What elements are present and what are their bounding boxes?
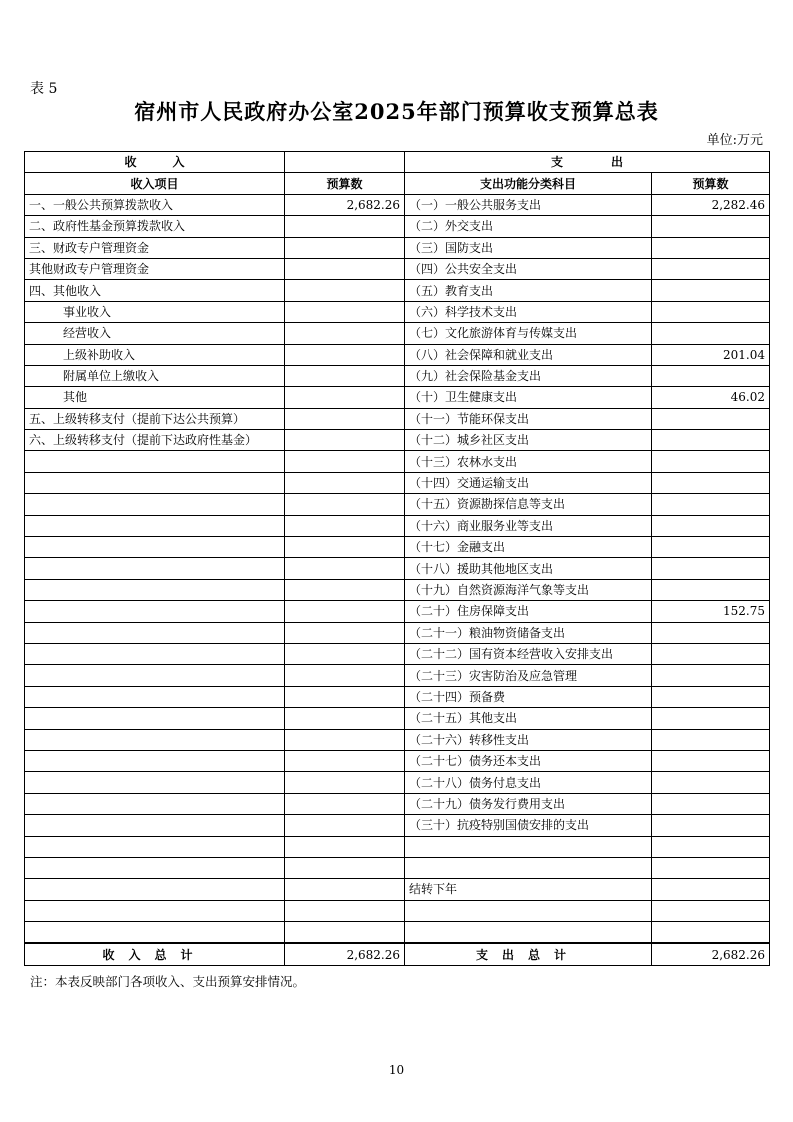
income-item-cell [25, 622, 285, 643]
expense-item-header: 支出功能分类科目 [405, 173, 652, 194]
income-item-cell [25, 537, 285, 558]
table-row [25, 750, 770, 771]
table-row [25, 472, 770, 493]
income-item-cell: 一、一般公共预算拨款收入 [25, 194, 285, 215]
expense-amount-cell: 152.75 [652, 601, 770, 622]
income-item-cell: 上级补助收入 [25, 344, 285, 365]
table-row [25, 922, 770, 944]
expense-item-cell: （二十二）国有资本经营收入安排支出 [405, 643, 652, 664]
expense-amount-cell: 201.04 [652, 344, 770, 365]
income-total-amount: 2,682.26 [285, 943, 405, 965]
expense-amount-cell [652, 451, 770, 472]
expense-group-header: 支 出 [405, 152, 770, 173]
expense-item-cell: （一）一般公共服务支出 [405, 194, 652, 215]
expense-amount-cell [652, 750, 770, 771]
expense-item-cell: （五）教育支出 [405, 280, 652, 301]
group-header-row [25, 152, 770, 173]
expense-item-cell: （十）卫生健康支出 [405, 387, 652, 408]
expense-amount-cell [652, 280, 770, 301]
expense-item-cell: （三）国防支出 [405, 237, 652, 258]
expense-amount-cell [652, 494, 770, 515]
table-row [25, 857, 770, 878]
expense-amount-cell [652, 430, 770, 451]
expense-item-cell: （二十）住房保障支出 [405, 601, 652, 622]
expense-item-cell: （六）科学技术支出 [405, 301, 652, 322]
expense-item-cell: （七）文化旅游体育与传媒支出 [405, 323, 652, 344]
expense-amount-cell [652, 665, 770, 686]
expense-amount-cell [652, 258, 770, 279]
table-row [25, 729, 770, 750]
income-amount-header: 预算数 [285, 173, 405, 194]
table-row [25, 387, 770, 408]
table-row [25, 708, 770, 729]
totals-row [25, 943, 770, 965]
income-amount-cell [285, 323, 405, 344]
income-amount-cell [285, 515, 405, 536]
table-row [25, 558, 770, 579]
income-amount-cell [285, 900, 405, 921]
income-item-cell [25, 836, 285, 857]
income-item-cell: 六、上级转移支付（提前下达政府性基金） [25, 430, 285, 451]
income-item-cell: 四、其他收入 [25, 280, 285, 301]
expense-amount-cell [652, 216, 770, 237]
income-amount-cell [285, 387, 405, 408]
expense-amount-cell [652, 708, 770, 729]
income-amount-cell [285, 879, 405, 900]
income-amount-cell [285, 537, 405, 558]
expense-amount-cell [652, 922, 770, 944]
table-row [25, 237, 770, 258]
table-row [25, 622, 770, 643]
income-amount-cell [285, 815, 405, 836]
income-item-cell [25, 686, 285, 707]
income-amount-cell [285, 430, 405, 451]
income-amount-cell [285, 451, 405, 472]
income-amount-cell [285, 665, 405, 686]
table-row [25, 772, 770, 793]
column-header-row [25, 173, 770, 194]
expense-item-cell [405, 857, 652, 878]
income-item-cell [25, 472, 285, 493]
table-row [25, 365, 770, 386]
table-row [25, 579, 770, 600]
expense-amount-cell [652, 323, 770, 344]
expense-item-cell: （二十五）其他支出 [405, 708, 652, 729]
income-amount-cell [285, 836, 405, 857]
table-number: 表 5 [30, 81, 58, 97]
expense-amount-header: 预算数 [652, 173, 770, 194]
expense-item-cell: （十四）交通运输支出 [405, 472, 652, 493]
income-item-cell [25, 579, 285, 600]
table-row [25, 601, 770, 622]
income-amount-cell [285, 601, 405, 622]
income-amount-cell [285, 622, 405, 643]
table-row [25, 216, 770, 237]
income-amount-cell [285, 301, 405, 322]
budget-summary-table [24, 151, 770, 966]
footnote: 注：本表反映部门各项收入、支出预算安排情况。 [30, 974, 306, 989]
expense-item-cell: （十五）资源勘探信息等支出 [405, 494, 652, 515]
table-row [25, 515, 770, 536]
expense-item-cell: （二十三）灾害防治及应急管理 [405, 665, 652, 686]
income-item-cell [25, 729, 285, 750]
expense-amount-cell [652, 579, 770, 600]
income-amount-cell [285, 579, 405, 600]
document-title: 宿州市人民政府办公室2025年部门预算收支预算总表 [134, 99, 659, 124]
income-amount-cell [285, 772, 405, 793]
income-amount-cell [285, 558, 405, 579]
table-row [25, 430, 770, 451]
income-amount-cell [285, 280, 405, 301]
expense-amount-cell [652, 793, 770, 814]
income-item-cell: 附属单位上缴收入 [25, 365, 285, 386]
income-amount-cell [285, 708, 405, 729]
income-amount-cell [285, 643, 405, 664]
income-amount-cell [285, 408, 405, 429]
table-row [25, 879, 770, 900]
expense-amount-cell [652, 622, 770, 643]
expense-item-cell: （二）外交支出 [405, 216, 652, 237]
table-row [25, 451, 770, 472]
income-amount-cell [285, 494, 405, 515]
expense-amount-cell: 2,282.46 [652, 194, 770, 215]
expense-amount-cell [652, 301, 770, 322]
income-item-cell [25, 900, 285, 921]
income-amount-cell: 2,682.26 [285, 194, 405, 215]
empty-header-cell [285, 152, 405, 173]
expense-item-cell [405, 836, 652, 857]
expense-amount-cell: 46.02 [652, 387, 770, 408]
unit-label: 单位:万元 [706, 133, 763, 148]
expense-item-cell: （十三）农林水支出 [405, 451, 652, 472]
expense-amount-cell [652, 815, 770, 836]
table-row [25, 408, 770, 429]
income-item-cell: 其他 [25, 387, 285, 408]
table-row [25, 301, 770, 322]
expense-amount-cell [652, 900, 770, 921]
income-amount-cell [285, 922, 405, 944]
income-item-cell [25, 772, 285, 793]
income-group-header: 收 入 [25, 152, 285, 173]
table-row [25, 537, 770, 558]
expense-item-cell: （十八）援助其他地区支出 [405, 558, 652, 579]
expense-item-cell: （十一）节能环保支出 [405, 408, 652, 429]
expense-total-amount: 2,682.26 [652, 943, 770, 965]
expense-amount-cell [652, 772, 770, 793]
expense-item-cell: （十六）商业服务业等支出 [405, 515, 652, 536]
table-row [25, 665, 770, 686]
expense-amount-cell [652, 365, 770, 386]
income-total-label: 收入总计 [25, 943, 285, 965]
income-item-cell [25, 815, 285, 836]
expense-amount-cell [652, 729, 770, 750]
expense-item-cell: 结转下年 [405, 879, 652, 900]
table-row [25, 194, 770, 215]
table-row [25, 643, 770, 664]
table-row [25, 344, 770, 365]
income-item-cell [25, 515, 285, 536]
table-row [25, 793, 770, 814]
table-row [25, 494, 770, 515]
expense-item-cell [405, 900, 652, 921]
expense-item-cell: （二十九）债务发行费用支出 [405, 793, 652, 814]
table-row [25, 900, 770, 921]
income-item-cell: 其他财政专户管理资金 [25, 258, 285, 279]
expense-item-cell: （四）公共安全支出 [405, 258, 652, 279]
income-item-cell [25, 601, 285, 622]
expense-item-cell: （十七）金融支出 [405, 537, 652, 558]
expense-item-cell: （三十）抗疫特别国债安排的支出 [405, 815, 652, 836]
table-row [25, 323, 770, 344]
income-amount-cell [285, 365, 405, 386]
expense-item-cell: （二十四）预备费 [405, 686, 652, 707]
table-row [25, 686, 770, 707]
income-amount-cell [285, 344, 405, 365]
income-item-cell [25, 750, 285, 771]
table-row [25, 280, 770, 301]
expense-amount-cell [652, 879, 770, 900]
expense-item-cell: （十二）城乡社区支出 [405, 430, 652, 451]
income-amount-cell [285, 729, 405, 750]
expense-amount-cell [652, 857, 770, 878]
expense-item-cell: （十九）自然资源海洋气象等支出 [405, 579, 652, 600]
expense-item-cell [405, 922, 652, 944]
income-amount-cell [285, 750, 405, 771]
expense-item-cell: （九）社会保险基金支出 [405, 365, 652, 386]
income-item-cell [25, 451, 285, 472]
income-item-cell: 事业收入 [25, 301, 285, 322]
expense-amount-cell [652, 408, 770, 429]
income-item-cell [25, 879, 285, 900]
income-item-cell [25, 558, 285, 579]
income-item-cell [25, 922, 285, 944]
expense-item-cell: （八）社会保障和就业支出 [405, 344, 652, 365]
expense-item-cell: （二十一）粮油物资储备支出 [405, 622, 652, 643]
page-number: 10 [388, 1063, 405, 1077]
expense-total-label: 支出总计 [405, 943, 652, 965]
expense-item-cell: （二十七）债务还本支出 [405, 750, 652, 771]
expense-item-cell: （二十八）债务付息支出 [405, 772, 652, 793]
income-item-cell: 三、财政专户管理资金 [25, 237, 285, 258]
income-amount-cell [285, 686, 405, 707]
income-item-cell: 五、上级转移支付（提前下达公共预算） [25, 408, 285, 429]
income-amount-cell [285, 793, 405, 814]
income-amount-cell [285, 472, 405, 493]
expense-amount-cell [652, 472, 770, 493]
table-body [25, 194, 770, 943]
income-item-cell [25, 665, 285, 686]
income-item-cell [25, 857, 285, 878]
income-item-cell [25, 793, 285, 814]
income-item-cell [25, 643, 285, 664]
expense-amount-cell [652, 558, 770, 579]
table-row [25, 815, 770, 836]
income-item-cell [25, 708, 285, 729]
income-amount-cell [285, 857, 405, 878]
table-row [25, 836, 770, 857]
income-amount-cell [285, 258, 405, 279]
expense-amount-cell [652, 686, 770, 707]
expense-amount-cell [652, 237, 770, 258]
income-item-cell: 二、政府性基金预算拨款收入 [25, 216, 285, 237]
income-item-cell [25, 494, 285, 515]
income-item-header: 收入项目 [25, 173, 285, 194]
expense-amount-cell [652, 515, 770, 536]
expense-item-cell: （二十六）转移性支出 [405, 729, 652, 750]
income-amount-cell [285, 216, 405, 237]
income-item-cell: 经营收入 [25, 323, 285, 344]
expense-amount-cell [652, 836, 770, 857]
expense-amount-cell [652, 643, 770, 664]
expense-amount-cell [652, 537, 770, 558]
income-amount-cell [285, 237, 405, 258]
table-row [25, 258, 770, 279]
